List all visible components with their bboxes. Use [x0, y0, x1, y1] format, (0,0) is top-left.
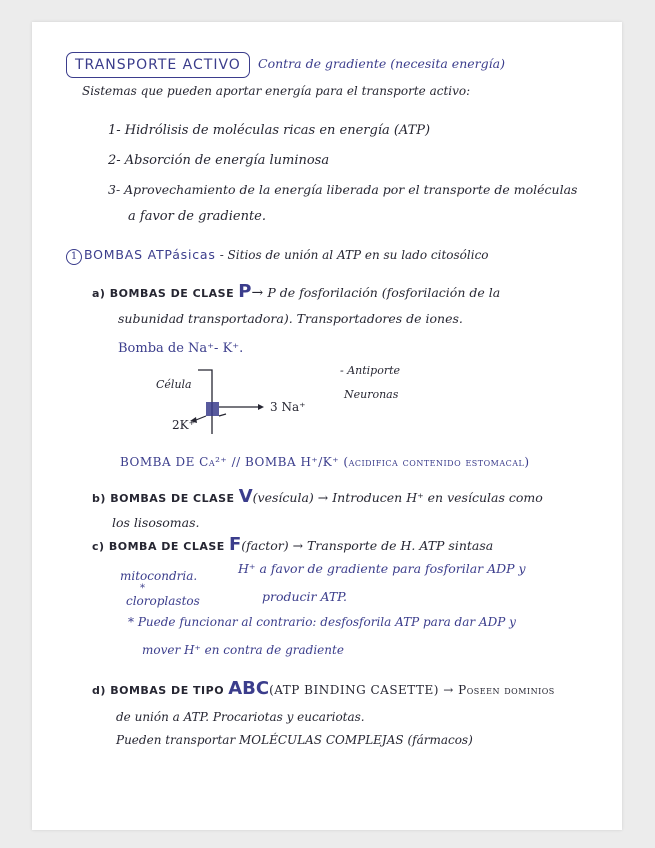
title-subtitle: Contra de gradiente (necesita energía) [258, 56, 505, 71]
item-b-text: (vesícula) → Introducen H⁺ en vesículas como [252, 490, 543, 505]
diagram-note-neuronas: Neuronas [344, 388, 399, 401]
item-b-header [92, 488, 543, 508]
item-d-letter: ABC [228, 678, 270, 699]
list-item: a favor de gradiente. [128, 209, 266, 224]
item-c-text: (factor) → Transporte de H. ATP sintasa [241, 538, 494, 553]
na-arrowhead-icon [258, 404, 264, 410]
item-b-text2: los lisosomas. [112, 515, 200, 530]
item-d-text: (ATP BINDING CASETTE) → Poseen dominios [269, 683, 555, 697]
item-b-letter: V [238, 486, 253, 507]
item-a-label: a) BOMBAS DE CLASE [92, 287, 235, 300]
item-c-chloro: cloroplastos [126, 594, 200, 608]
item-a-calcium: BOMBA DE Ca²⁺ // BOMBA H⁺/K⁺ (acidifica contenido estomacal) [120, 455, 530, 469]
item-d-header [92, 680, 555, 700]
item-a-text2: subunidad transportadora). Transportadores de iones. [118, 311, 463, 326]
section-desc: - Sitios de unión al ATP en su lado citosólico [219, 248, 489, 262]
item-c-letter: F [228, 534, 242, 555]
list-item: 1- Hidrólisis de moléculas ricas en energía (ATP) [108, 123, 431, 138]
item-d-text2: de unión a ATP. Procariotas y eucariotas. [116, 710, 365, 724]
page-title: TRANSPORTE ACTIVO [75, 57, 241, 73]
list-item: 2- Absorción de energía luminosa [108, 153, 330, 168]
title-box [66, 52, 250, 78]
diagram-na-label: 3 Na⁺ [270, 400, 306, 414]
section-number: 1 [66, 249, 82, 265]
arrow-icon: → [251, 285, 264, 301]
item-a-letter: P [238, 281, 252, 302]
item-c-mito: mitocondria. [120, 569, 198, 583]
item-c-produce: producir ATP. [262, 589, 348, 604]
item-c-note2: mover H⁺ en contra de gradiente [142, 643, 344, 657]
item-d-label: d) BOMBAS DE TIPO [92, 684, 225, 697]
item-c-header [92, 536, 493, 556]
diagram-k-label: 2K⁺ [172, 418, 195, 432]
item-a-text: P de fosforilación (fosforilación de la [267, 285, 501, 300]
item-a-header [92, 283, 500, 303]
item-c-favor: H⁺ a favor de gradiente para fosforilar ADP y [238, 561, 526, 576]
item-c-note: * Puede funcionar al contrario: desfosforila ATP para dar ADP y [128, 615, 516, 629]
k-arrow-tail [196, 416, 206, 420]
item-c-label: c) BOMBA DE CLASE [92, 540, 225, 553]
item-a-pump: Bomba de Na⁺- K⁺. [118, 341, 244, 356]
item-d-text3: Pueden transportar MOLÉCULAS COMPLEJAS (fármacos) [116, 733, 473, 747]
item-c-asterisk: * [140, 583, 145, 594]
intro-text: Sistemas que pueden aportar energía para el transporte activo: [82, 84, 471, 98]
item-b-label: b) BOMBAS DE CLASE [92, 492, 235, 505]
k-arrow [219, 414, 226, 416]
pump-protein [206, 402, 219, 416]
list-item: 3- Aprovechamiento de la energía liberada por el transporte de moléculas [108, 182, 578, 197]
section-header [66, 246, 489, 265]
diagram-note-antiporte: - Antiporte [340, 364, 401, 377]
section-title: BOMBAS ATPásicas [84, 247, 216, 262]
diagram-cell-label: Célula [156, 378, 192, 391]
